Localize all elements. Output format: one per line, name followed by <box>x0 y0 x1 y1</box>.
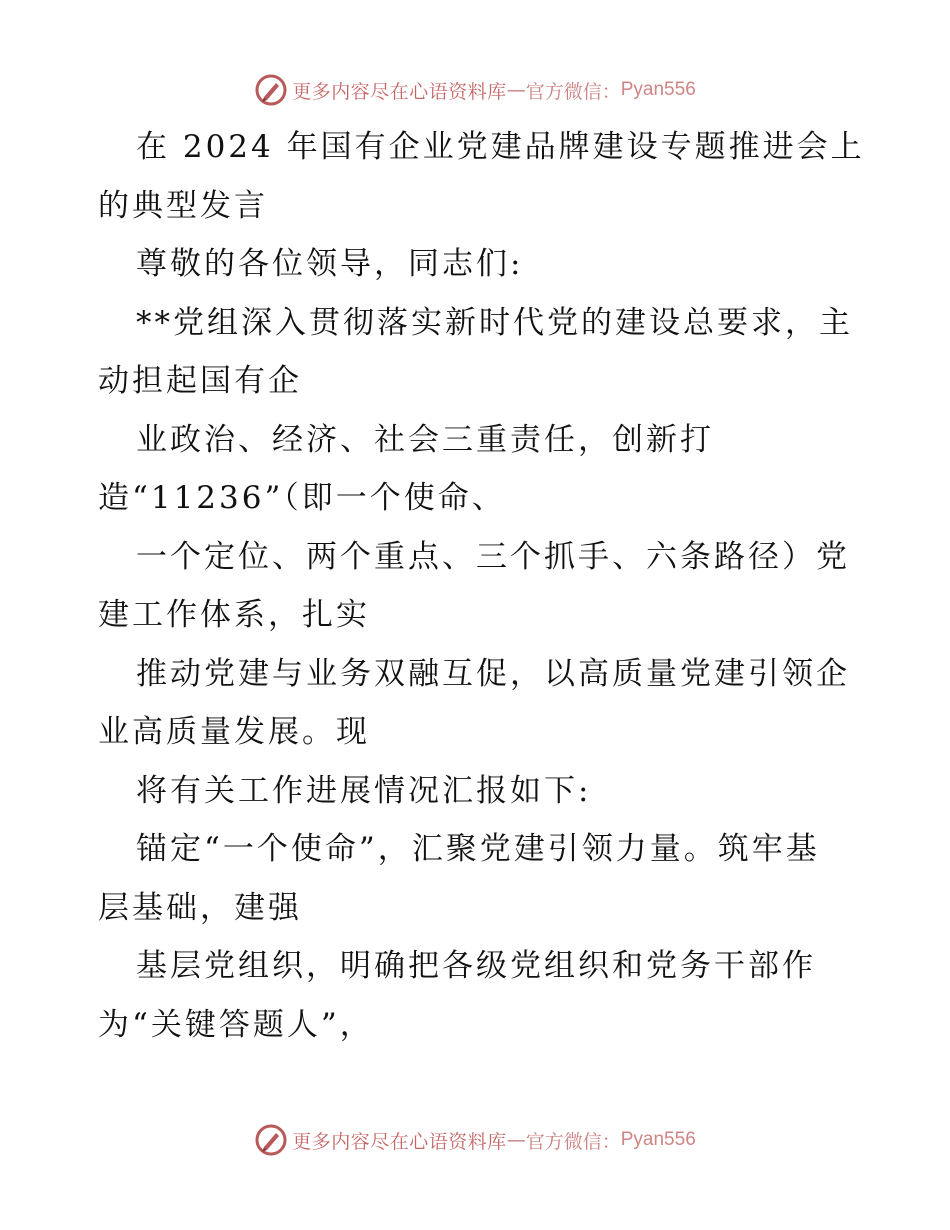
paragraph-line: 业高质量发展。现 <box>98 714 370 750</box>
header-watermark <box>0 70 950 110</box>
title-line-2: 的典型发言 <box>98 187 268 224</box>
paragraph-line: 业政治、经济、社会三重责任，创新打 <box>136 421 714 458</box>
paragraph-line: 锚定“一个使命”，汇聚党建引领力量。筑牢基 <box>136 831 820 867</box>
paragraph-line: 动担起国有企 <box>98 363 302 399</box>
paragraph-line: 层基础，建强 <box>98 889 302 926</box>
paragraph-line: 将有关工作进展情况汇报如下: <box>136 772 592 809</box>
watermark-wechat-label: 官方微信： <box>525 80 621 103</box>
watermark-separator: — <box>506 1129 526 1151</box>
footer-watermark <box>0 1120 950 1160</box>
watermark-separator: — <box>506 79 526 101</box>
paragraph-line: 推动党建与业务双融互促，以高质量党建引领企 <box>136 655 850 692</box>
watermark-brand: 更多内容尽在心语资料库 <box>292 1130 507 1153</box>
title-line-1: 在 2024 年国有企业党建品牌建设专题推进会上 <box>136 129 865 165</box>
watermark-brand: 更多内容尽在心语资料库 <box>292 80 507 103</box>
paragraph-line: 造“11236”（即一个使命、 <box>98 480 506 516</box>
watermark-wechat-id: Pyan556 <box>620 79 696 100</box>
paragraph-line: **党组深入贯彻落实新时代党的建设总要求，主 <box>136 304 853 341</box>
salutation: 尊敬的各位领导，同志们: <box>136 246 524 282</box>
pen-logo-icon <box>254 73 288 107</box>
paragraph-line: 为“关键答题人”， <box>98 1006 374 1043</box>
paragraph-line: 一个定位、两个重点、三个抓手、六条路径）党 <box>136 538 850 575</box>
watermark-wechat-label: 官方微信： <box>525 1130 621 1153</box>
pen-logo-icon <box>254 1123 288 1157</box>
document-body <box>98 118 865 1054</box>
watermark-wechat-id: Pyan556 <box>620 1129 696 1150</box>
paragraph-line: 建工作体系，扎实 <box>98 597 370 633</box>
paragraph-line: 基层党组织，明确把各级党组织和党务干部作 <box>136 948 816 984</box>
